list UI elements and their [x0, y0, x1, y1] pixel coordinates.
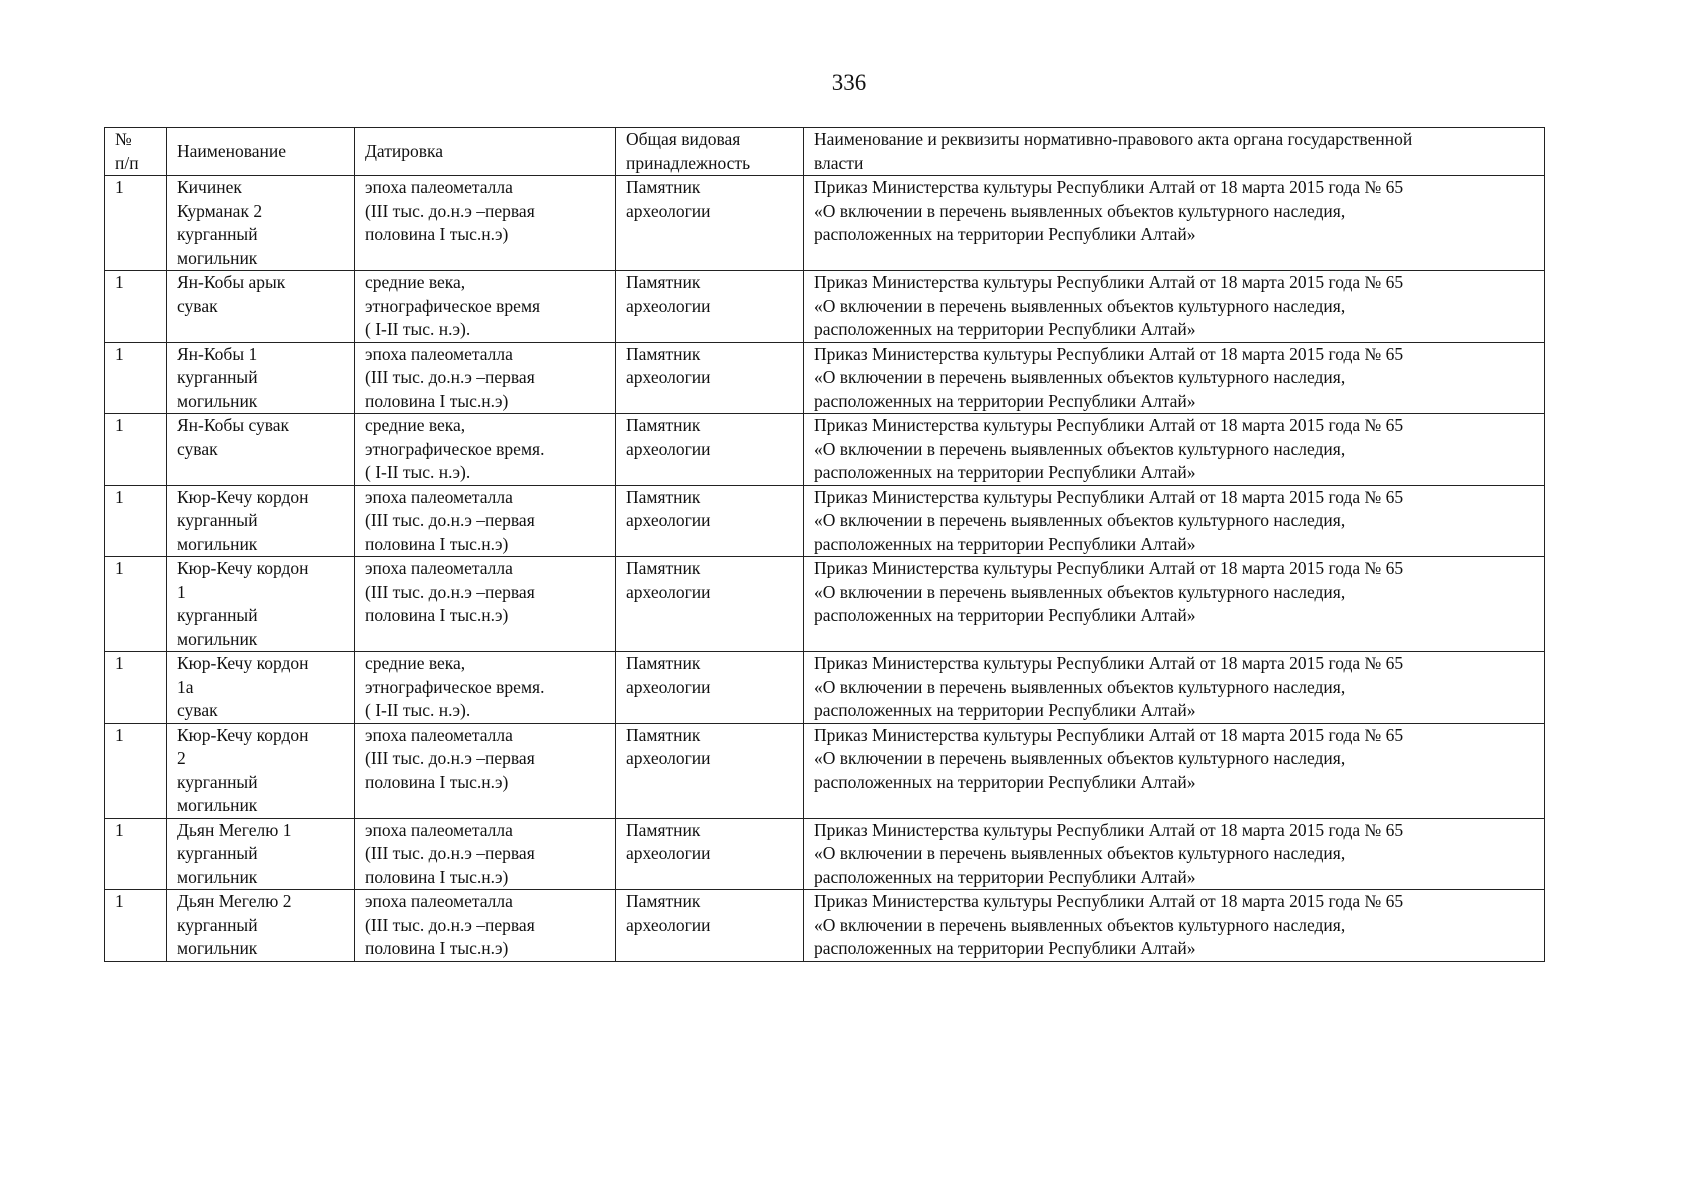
page-number: 336 [831, 70, 867, 95]
header-number: № п/п [105, 128, 167, 176]
table-row [105, 176, 1545, 271]
cell-act-text: Приказ Министерства культуры Республики Алтай от 18 марта 2015 года № 65 «О включении в перечень выявленных объектов культурного наследия, расположенных на территории Республики Алтай» [814, 558, 1404, 625]
cell-act [804, 271, 1545, 343]
table-row [105, 652, 1545, 724]
cell-number [105, 271, 167, 343]
cell-act [804, 342, 1545, 414]
cell-dating [355, 723, 616, 818]
cell-name [167, 342, 355, 414]
cell-act-text: Приказ Министерства культуры Республики Алтай от 18 марта 2015 года № 65 «О включении в перечень выявленных объектов культурного наследия, расположенных на территории Республики Алтай» [814, 653, 1404, 720]
header-dating: Датировка [355, 128, 616, 176]
cell-name-text: Кюр-Кечу кордон 1 курганный могильник [177, 558, 309, 649]
cell-type [616, 818, 804, 890]
table-row [105, 818, 1545, 890]
cell-name-text: Кичинек Курманак 2 курганный могильник [177, 177, 263, 268]
cell-name-text: Ян-Кобы сувак сувак [177, 415, 290, 459]
header-act: Наименование и реквизиты нормативно-правового акта органа государственной власти [804, 128, 1545, 176]
cell-name [167, 723, 355, 818]
cell-number-text: 1 [115, 415, 124, 435]
cell-number [105, 414, 167, 486]
cell-name-text: Кюр-Кечу кордон 1а сувак [177, 653, 309, 720]
cell-name-text: Кюр-Кечу кордон курганный могильник [177, 486, 309, 554]
cell-act [804, 818, 1545, 890]
table-row [105, 890, 1545, 962]
cell-dating [355, 414, 616, 486]
cell-name [167, 271, 355, 343]
cell-name-text: Дьян Мегелю 2 курганный могильник [177, 891, 292, 958]
table-header [105, 128, 1545, 176]
cell-act [804, 485, 1545, 557]
cell-type [616, 557, 804, 652]
cell-dating [355, 652, 616, 724]
header-name: Наименование [167, 128, 355, 176]
cell-dating-text: средние века, этнографическое время. ( I-II тыс. н.э). [365, 653, 545, 720]
cell-act [804, 723, 1545, 818]
cell-name-text: Ян-Кобы 1 курганный могильник [177, 343, 258, 411]
cell-act-text: Приказ Министерства культуры Республики Алтай от 18 марта 2015 года № 65 «О включении в перечень выявленных объектов культурного наследия, расположенных на территории Республики Алтай» [814, 343, 1404, 411]
cell-type [616, 890, 804, 962]
cell-type-text: Памятник археологии [626, 486, 711, 530]
cell-name [167, 557, 355, 652]
cell-number [105, 652, 167, 724]
heritage-objects-table [104, 127, 1545, 962]
cell-name [167, 818, 355, 890]
cell-type [616, 176, 804, 271]
cell-number [105, 723, 167, 818]
header-type: Общая видовая принадлежность [616, 128, 804, 176]
cell-dating-text: эпоха палеометалла (III тыс. до.н.э –первая половина I тыс.н.э) [365, 819, 535, 887]
cell-dating [355, 890, 616, 962]
cell-dating [355, 271, 616, 343]
cell-type-text: Памятник археологии [626, 653, 711, 697]
cell-number-text: 1 [115, 486, 124, 507]
cell-type-text: Памятник археологии [626, 415, 711, 459]
table-row [105, 271, 1545, 343]
table-row [105, 485, 1545, 557]
cell-number-text: 1 [115, 343, 124, 364]
cell-act-text: Приказ Министерства культуры Республики Алтай от 18 марта 2015 года № 65 «О включении в перечень выявленных объектов культурного наследия, расположенных на территории Республики Алтай» [814, 724, 1404, 792]
table-body [105, 176, 1545, 962]
cell-dating-text: эпоха палеометалла (III тыс. до.н.э –первая половина I тыс.н.э) [365, 724, 535, 792]
cell-name [167, 485, 355, 557]
cell-name-text: Кюр-Кечу кордон 2 курганный могильник [177, 724, 309, 815]
cell-dating [355, 342, 616, 414]
cell-number [105, 818, 167, 890]
cell-type-text: Памятник археологии [626, 558, 711, 602]
cell-dating-text: эпоха палеометалла (III тыс. до.н.э –первая половина I тыс.н.э) [365, 343, 535, 411]
cell-act [804, 557, 1545, 652]
cell-dating [355, 176, 616, 271]
table-row [105, 342, 1545, 414]
cell-name-text: Ян-Кобы арык сувак [177, 272, 286, 316]
cell-act-text: Приказ Министерства культуры Республики Алтай от 18 марта 2015 года № 65 «О включении в перечень выявленных объектов культурного наследия, расположенных на территории Республики Алтай» [814, 415, 1404, 482]
cell-act-text: Приказ Министерства культуры Республики Алтай от 18 марта 2015 года № 65 «О включении в перечень выявленных объектов культурного наследия, расположенных на территории Республики Алтай» [814, 819, 1404, 887]
cell-number-text: 1 [115, 272, 124, 292]
cell-dating-text: эпоха палеометалла (III тыс. до.н.э –первая половина I тыс.н.э) [365, 177, 535, 244]
table-row [105, 557, 1545, 652]
cell-number [105, 485, 167, 557]
cell-type [616, 271, 804, 343]
cell-type [616, 652, 804, 724]
cell-number-text: 1 [115, 724, 124, 745]
cell-act-text: Приказ Министерства культуры Республики Алтай от 18 марта 2015 года № 65 «О включении в перечень выявленных объектов культурного наследия, расположенных на территории Республики Алтай» [814, 272, 1404, 339]
cell-act [804, 652, 1545, 724]
cell-number-text: 1 [115, 558, 124, 578]
cell-type [616, 723, 804, 818]
table-row [105, 723, 1545, 818]
cell-number [105, 890, 167, 962]
table-row [105, 414, 1545, 486]
cell-dating-text: средние века, этнографическое время ( I-II тыс. н.э). [365, 272, 541, 339]
header-row [105, 128, 1545, 176]
cell-dating-text: эпоха палеометалла (III тыс. до.н.э –первая половина I тыс.н.э) [365, 486, 535, 554]
cell-name [167, 652, 355, 724]
cell-number [105, 557, 167, 652]
cell-name [167, 176, 355, 271]
cell-type-text: Памятник археологии [626, 724, 711, 768]
cell-number-text: 1 [115, 653, 124, 673]
cell-name [167, 890, 355, 962]
cell-type-text: Памятник археологии [626, 891, 711, 935]
cell-type [616, 342, 804, 414]
cell-dating [355, 557, 616, 652]
cell-number-text: 1 [115, 891, 124, 911]
cell-number-text: 1 [115, 819, 124, 840]
cell-number-text: 1 [115, 177, 124, 197]
cell-dating-text: эпоха палеометалла (III тыс. до.н.э –первая половина I тыс.н.э) [365, 891, 535, 958]
cell-act [804, 176, 1545, 271]
cell-act-text: Приказ Министерства культуры Республики Алтай от 18 марта 2015 года № 65 «О включении в перечень выявленных объектов культурного наследия, расположенных на территории Республики Алтай» [814, 891, 1404, 958]
cell-dating [355, 818, 616, 890]
cell-number [105, 176, 167, 271]
cell-act [804, 890, 1545, 962]
cell-type-text: Памятник археологии [626, 343, 711, 387]
cell-dating [355, 485, 616, 557]
cell-number [105, 342, 167, 414]
cell-type [616, 414, 804, 486]
cell-act-text: Приказ Министерства культуры Республики Алтай от 18 марта 2015 года № 65 «О включении в перечень выявленных объектов культурного наследия, расположенных на территории Республики Алтай» [814, 177, 1404, 244]
cell-act-text: Приказ Министерства культуры Республики Алтай от 18 марта 2015 года № 65 «О включении в перечень выявленных объектов культурного наследия, расположенных на территории Республики Алтай» [814, 486, 1404, 554]
cell-name [167, 414, 355, 486]
cell-type-text: Памятник археологии [626, 819, 711, 863]
cell-dating-text: средние века, этнографическое время. ( I-II тыс. н.э). [365, 415, 545, 482]
cell-act [804, 414, 1545, 486]
cell-type-text: Памятник археологии [626, 272, 711, 316]
cell-dating-text: эпоха палеометалла (III тыс. до.н.э –первая половина I тыс.н.э) [365, 558, 535, 625]
cell-type [616, 485, 804, 557]
cell-type-text: Памятник археологии [626, 177, 711, 221]
cell-name-text: Дьян Мегелю 1 курганный могильник [177, 819, 292, 887]
